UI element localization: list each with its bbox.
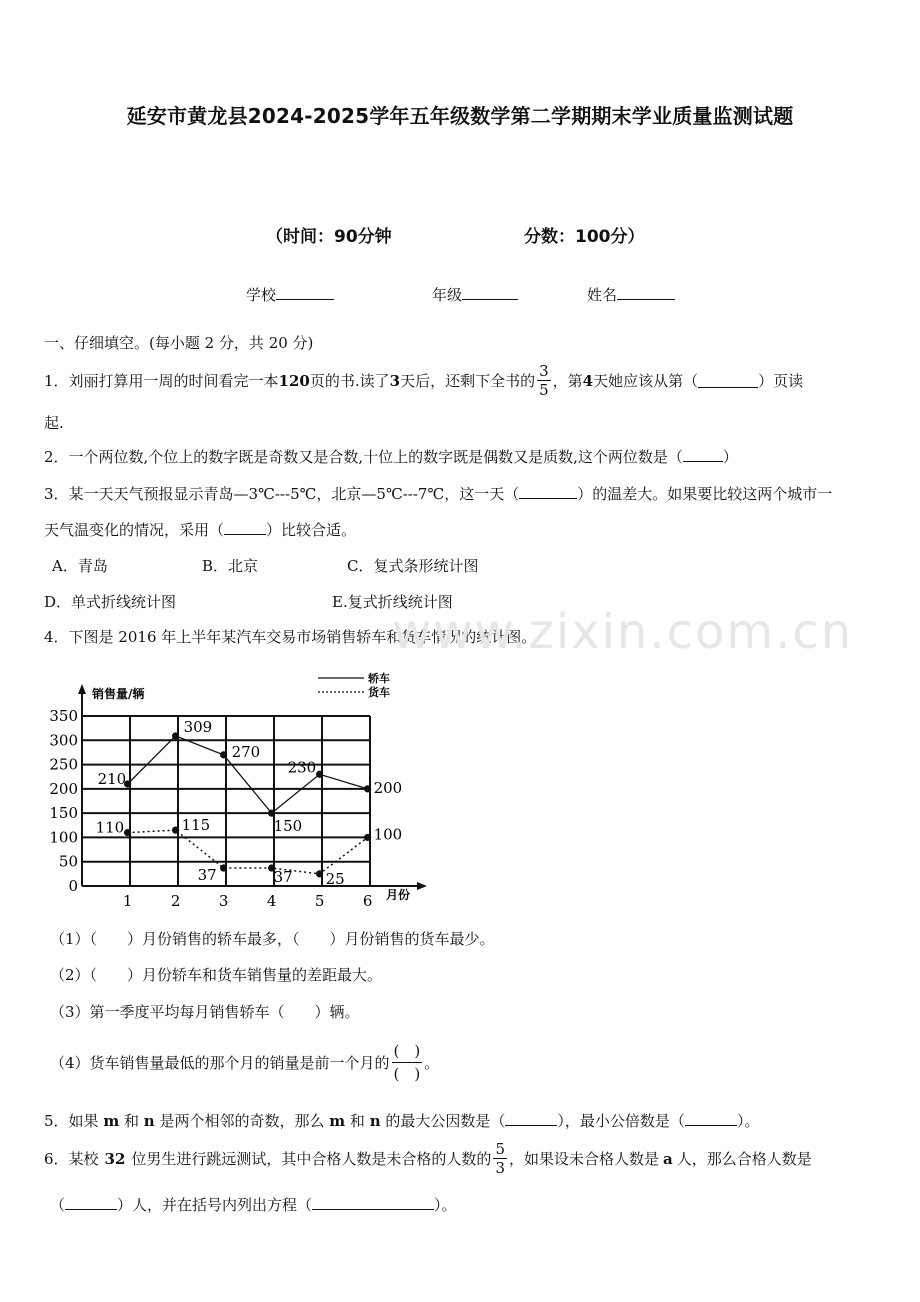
x-axis-arrow xyxy=(417,882,427,890)
exam-time: （时间：90分钟 xyxy=(266,227,392,247)
q5-a: 5．如果 xyxy=(44,1112,99,1130)
question-5 xyxy=(44,1110,759,1131)
section-heading: 一、仔细填空。(每小题 2 分，共 20 分) xyxy=(44,334,314,352)
car-data-label: 270 xyxy=(231,742,261,761)
q4-sub-4 xyxy=(50,1040,439,1085)
car-data-point xyxy=(364,785,371,792)
q6-var-a: a xyxy=(663,1149,673,1168)
q1-frac-den: 5 xyxy=(539,381,549,399)
question-2 xyxy=(44,446,738,467)
q5-e: ），最小公倍数是（ xyxy=(557,1112,685,1130)
watermark: www.zixin.com.cn xyxy=(392,604,854,660)
q4-sub-1: （1）（ ）月份销售的轿车最多，（ ）月份销售的货车最少。 xyxy=(50,930,495,948)
truck-data-label: 115 xyxy=(181,816,211,835)
y-axis-label: 销售量/辆 xyxy=(92,687,145,701)
q5-c: 是两个相邻的奇数，那么 xyxy=(159,1112,325,1130)
y-tick-label: 50 xyxy=(58,852,78,871)
y-axis-arrow xyxy=(78,684,86,694)
q1-text-a: 1．刘丽打算用一周的时间看完一本 xyxy=(44,372,279,390)
q6-frac-den: 3 xyxy=(495,1159,505,1177)
q2-text: 2．一个两位数,个位上的数字既是奇数又是合数,十位上的数字既是偶数又是质数,这个两位数是（ xyxy=(44,448,683,466)
q6-line2b: ）人，并在括号内列出方程（ xyxy=(117,1196,313,1214)
q3-option-d[interactable]: D．单式折线统计图 xyxy=(44,593,177,611)
question-1 xyxy=(44,362,803,399)
truck-data-label: 37 xyxy=(273,868,293,887)
q3-blank-1[interactable] xyxy=(519,484,577,499)
x-tick-label: 1 xyxy=(122,892,133,910)
q5-lcm-blank[interactable] xyxy=(685,1111,737,1126)
q5-b-2: 和 xyxy=(349,1112,365,1130)
y-tick-label: 300 xyxy=(49,731,78,750)
truck-data-label: 100 xyxy=(373,825,403,844)
sales-line-chart xyxy=(40,660,440,910)
q2-answer-blank[interactable] xyxy=(683,447,723,462)
car-data-label: 200 xyxy=(373,778,403,797)
q5-d: 的最大公因数是（ xyxy=(385,1112,506,1130)
q5-f: ）。 xyxy=(736,1112,760,1130)
name-blank[interactable] xyxy=(617,285,675,300)
car-data-point xyxy=(268,810,275,817)
q6-count-blank[interactable] xyxy=(65,1195,117,1210)
q5-b: 和 xyxy=(123,1112,139,1130)
car-data-point xyxy=(316,771,323,778)
truck-data-label: 25 xyxy=(325,869,345,888)
q6-line2c: ）。 xyxy=(434,1196,457,1214)
truck-data-point xyxy=(364,834,371,841)
q6-c: ，如果设未合格人数是 xyxy=(508,1150,659,1168)
question-6-line2 xyxy=(50,1194,457,1215)
y-tick-label: 0 xyxy=(68,877,78,895)
q1-frac-num: 3 xyxy=(539,362,549,380)
y-tick-label: 250 xyxy=(49,755,78,774)
question-3-line2 xyxy=(44,519,356,540)
q1-num-4: 4 xyxy=(582,371,594,390)
x-tick-label: 2 xyxy=(170,892,181,910)
legend-label-truck: 货车 xyxy=(368,686,390,699)
q6-d: 人，那么合格人数是 xyxy=(676,1150,812,1168)
q3-option-a[interactable]: A．青岛 xyxy=(52,557,108,575)
car-data-label: 309 xyxy=(183,717,213,736)
legend-label-car: 轿车 xyxy=(368,672,390,685)
q3-line2: 天气温变化的情况，采用（ xyxy=(44,521,225,539)
car-data-label: 210 xyxy=(97,770,127,788)
y-tick-label: 200 xyxy=(49,779,78,798)
q1-text-e: 天她应该从第（ xyxy=(593,372,699,390)
q6-frac-num: 5 xyxy=(495,1140,505,1158)
x-tick-label: 6 xyxy=(362,892,373,910)
q5-gcd-blank[interactable] xyxy=(505,1111,557,1126)
school-blank[interactable] xyxy=(276,285,334,300)
page-title: 延安市黄龙县2024-2025学年五年级数学第二学期期末学业质量监测试题 xyxy=(126,104,794,128)
name-label: 姓名 xyxy=(587,286,618,304)
grade-field xyxy=(432,284,518,305)
q1-text-f: ）页读 xyxy=(758,372,804,390)
q4-sub-3: （3）第一季度平均每月销售轿车（ ）辆。 xyxy=(50,1003,360,1021)
x-tick-label: 3 xyxy=(218,892,229,910)
q6-b: 位男生进行跳远测试，其中合格人数是未合格的人数的 xyxy=(131,1150,492,1168)
truck-data-point xyxy=(316,870,323,877)
q4-sub4-fraction xyxy=(392,1040,423,1085)
q6-a: 6．某校 xyxy=(44,1150,99,1168)
x-axis-label: 月份 xyxy=(386,888,411,902)
q5-m-2: m xyxy=(329,1112,346,1130)
q1-num-3: 3 xyxy=(389,371,401,390)
q3-option-e[interactable]: E.复式折线统计图 xyxy=(332,593,453,611)
grade-blank[interactable] xyxy=(462,285,518,300)
q3-line1b: ）的温差大。如果要比较这两个城市一 xyxy=(577,485,833,503)
q1-text-b: 页的书.读了 xyxy=(309,372,390,390)
truck-data-label: 110 xyxy=(95,818,125,837)
school-label: 学校 xyxy=(246,286,277,304)
car-data-point xyxy=(220,751,227,758)
q3-option-b[interactable]: B．北京 xyxy=(202,557,259,575)
truck-data-point xyxy=(220,864,227,871)
y-tick-label: 100 xyxy=(49,828,78,847)
exam-score: 分数：100分） xyxy=(524,227,645,247)
q1-num-120: 120 xyxy=(278,371,310,390)
q4-sub4-end: 。 xyxy=(424,1054,440,1072)
q4-sub4-num[interactable]: ( ) xyxy=(392,1040,423,1063)
q4-sub4-text: （4）货车销售量最低的那个月的销量是前一个月的 xyxy=(50,1054,390,1072)
question-4: 4．下图是 2016 年上半年某汽车交易市场销售轿车和货车情况的统计图。 xyxy=(44,628,537,646)
q2-end: ） xyxy=(722,448,738,466)
q5-m: m xyxy=(103,1112,120,1130)
q5-n-2: n xyxy=(369,1112,381,1130)
q5-n: n xyxy=(143,1112,155,1130)
name-field xyxy=(587,284,675,305)
x-tick-label: 5 xyxy=(314,892,325,910)
truck-data-point xyxy=(172,827,179,834)
truck-data-point xyxy=(124,829,131,836)
y-tick-label: 150 xyxy=(49,804,78,823)
q6-num-32: 32 xyxy=(104,1149,126,1168)
q3-line1: 3．某一天天气预报显示青岛—3℃---5℃，北京—5℃---7℃，这一天（ xyxy=(44,485,520,503)
q1-text-c: 天后，还剩下全书的 xyxy=(400,372,536,390)
car-data-point xyxy=(172,732,179,739)
q3-option-c[interactable]: C．复式条形统计图 xyxy=(347,557,479,575)
q1-text-d: ，第 xyxy=(552,372,583,390)
x-tick-label: 4 xyxy=(266,892,277,910)
q3-line2b: ）比较合适。 xyxy=(266,521,357,539)
school-field xyxy=(246,284,334,305)
car-data-label: 150 xyxy=(273,817,303,836)
truck-data-label: 37 xyxy=(197,866,217,885)
question-6 xyxy=(44,1140,812,1177)
q1-fraction xyxy=(537,362,551,399)
q6-line2a: （ xyxy=(50,1196,66,1214)
q6-equation-blank[interactable] xyxy=(312,1195,434,1210)
q1-answer-blank[interactable] xyxy=(698,373,758,388)
y-tick-label: 350 xyxy=(49,707,78,725)
q4-sub4-den[interactable]: ( ) xyxy=(393,1065,421,1083)
q1-continuation: 起. xyxy=(44,414,64,432)
car-data-label: 230 xyxy=(287,758,317,777)
q4-sub-2: （2）（ ）月份轿车和货车销售量的差距最大。 xyxy=(50,966,383,984)
grade-label: 年级 xyxy=(432,286,463,304)
q3-blank-2[interactable] xyxy=(224,520,266,535)
question-3 xyxy=(44,483,832,504)
q6-fraction xyxy=(493,1140,507,1177)
